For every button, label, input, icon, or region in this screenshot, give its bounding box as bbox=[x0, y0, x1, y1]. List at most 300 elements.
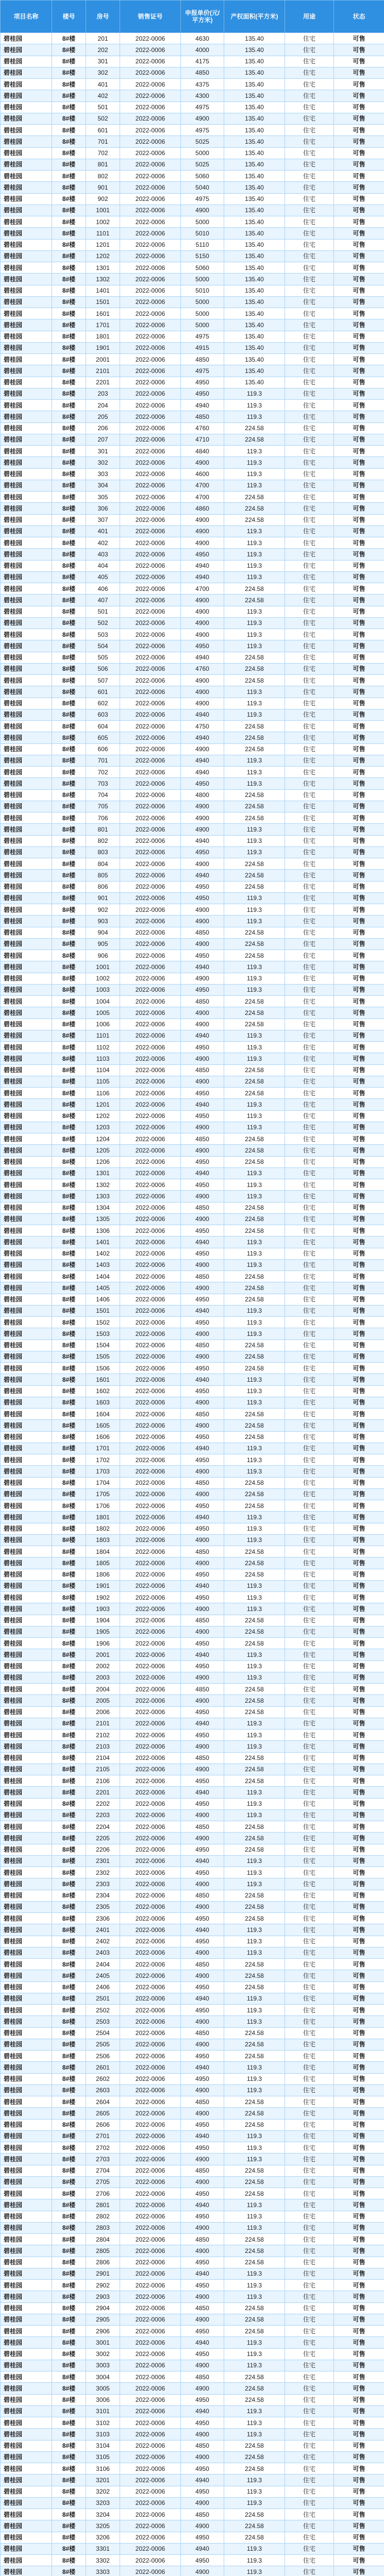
cell-area: 119.3 bbox=[224, 2566, 285, 2576]
cell-project: 碧桂园 bbox=[1, 2119, 52, 2130]
cell-building: 8#楼 bbox=[52, 1145, 86, 1156]
cell-permit: 2022-0006 bbox=[120, 2371, 181, 2383]
table-row bbox=[1, 274, 384, 285]
table-row bbox=[1, 1695, 384, 1706]
cell-room: 2805 bbox=[86, 2245, 120, 2257]
table-row bbox=[1, 526, 384, 537]
cell-usage: 住宅 bbox=[285, 824, 334, 835]
cell-status: 可售 bbox=[334, 1477, 384, 1488]
cell-building: 8#楼 bbox=[52, 2337, 86, 2348]
cell-building: 8#楼 bbox=[52, 1053, 86, 1064]
cell-usage: 住宅 bbox=[285, 2463, 334, 2475]
cell-building: 8#楼 bbox=[52, 388, 86, 399]
cell-room: 1306 bbox=[86, 1225, 120, 1236]
table-row bbox=[1, 319, 384, 331]
table-row bbox=[1, 1466, 384, 1477]
cell-area: 224.58 bbox=[224, 583, 285, 595]
cell-status: 可售 bbox=[334, 1110, 384, 1122]
table-row bbox=[1, 331, 384, 342]
table-row bbox=[1, 2348, 384, 2360]
cell-usage: 住宅 bbox=[285, 274, 334, 285]
cell-room: 1401 bbox=[86, 1236, 120, 1248]
cell-status: 可售 bbox=[334, 1798, 384, 1809]
cell-permit: 2022-0006 bbox=[120, 1638, 181, 1649]
cell-unit-price: 4900 bbox=[181, 1970, 224, 1981]
cell-usage: 住宅 bbox=[285, 1420, 334, 1431]
cell-status: 可售 bbox=[334, 205, 384, 216]
cell-permit: 2022-0006 bbox=[120, 858, 181, 870]
cell-status: 可售 bbox=[334, 2532, 384, 2543]
table-row bbox=[1, 2108, 384, 2119]
cell-unit-price: 4850 bbox=[181, 2440, 224, 2451]
cell-building: 8#楼 bbox=[52, 56, 86, 67]
cell-permit: 2022-0006 bbox=[120, 652, 181, 663]
cell-usage: 住宅 bbox=[285, 2280, 334, 2291]
cell-usage: 住宅 bbox=[285, 1752, 334, 1764]
cell-status: 可售 bbox=[334, 171, 384, 182]
cell-permit: 2022-0006 bbox=[120, 1626, 181, 1637]
table-row bbox=[1, 2222, 384, 2233]
cell-usage: 住宅 bbox=[285, 2314, 334, 2325]
cell-building: 8#楼 bbox=[52, 2142, 86, 2154]
cell-permit: 2022-0006 bbox=[120, 44, 181, 56]
cell-area: 119.3 bbox=[224, 686, 285, 698]
cell-building: 8#楼 bbox=[52, 1133, 86, 1145]
cell-status: 可售 bbox=[334, 1145, 384, 1156]
cell-building: 8#楼 bbox=[52, 1901, 86, 1912]
cell-status: 可售 bbox=[334, 1248, 384, 1259]
cell-unit-price: 4950 bbox=[181, 2394, 224, 2405]
table-row bbox=[1, 1259, 384, 1270]
table-row bbox=[1, 1878, 384, 1890]
table-row bbox=[1, 1798, 384, 1809]
table-row bbox=[1, 2084, 384, 2096]
cell-project: 碧桂园 bbox=[1, 1076, 52, 1087]
cell-permit: 2022-0006 bbox=[120, 938, 181, 950]
cell-permit: 2022-0006 bbox=[120, 2050, 181, 2062]
cell-status: 可售 bbox=[334, 2130, 384, 2142]
cell-permit: 2022-0006 bbox=[120, 1042, 181, 1053]
cell-building: 8#楼 bbox=[52, 2405, 86, 2417]
cell-status: 可售 bbox=[334, 881, 384, 892]
table-row bbox=[1, 2096, 384, 2108]
cell-room: 2306 bbox=[86, 1913, 120, 1924]
cell-usage: 住宅 bbox=[285, 457, 334, 468]
cell-status: 可售 bbox=[334, 1076, 384, 1087]
table-row bbox=[1, 1420, 384, 1431]
cell-room: 2401 bbox=[86, 1924, 120, 1936]
cell-permit: 2022-0006 bbox=[120, 101, 181, 113]
cell-project: 碧桂园 bbox=[1, 2211, 52, 2222]
cell-building: 8#楼 bbox=[52, 640, 86, 652]
cell-permit: 2022-0006 bbox=[120, 1328, 181, 1340]
cell-permit: 2022-0006 bbox=[120, 468, 181, 480]
cell-permit: 2022-0006 bbox=[120, 2486, 181, 2497]
table-row bbox=[1, 365, 384, 377]
cell-usage: 住宅 bbox=[285, 2417, 334, 2429]
cell-unit-price: 4850 bbox=[181, 2371, 224, 2383]
table-body bbox=[1, 33, 384, 2576]
cell-room: 3302 bbox=[86, 2555, 120, 2566]
table-row bbox=[1, 1225, 384, 1236]
cell-unit-price: 4900 bbox=[181, 1191, 224, 1202]
header-unit-price: 申报单价(元/平方米) bbox=[181, 1, 224, 33]
cell-usage: 住宅 bbox=[285, 1649, 334, 1660]
cell-building: 8#楼 bbox=[52, 904, 86, 916]
cell-project: 碧桂园 bbox=[1, 2520, 52, 2532]
cell-building: 8#楼 bbox=[52, 1271, 86, 1282]
cell-project: 碧桂园 bbox=[1, 422, 52, 434]
cell-usage: 住宅 bbox=[285, 2268, 334, 2279]
cell-project: 碧桂园 bbox=[1, 1466, 52, 1477]
cell-permit: 2022-0006 bbox=[120, 916, 181, 927]
table-row bbox=[1, 1133, 384, 1145]
cell-usage: 住宅 bbox=[285, 1282, 334, 1294]
cell-permit: 2022-0006 bbox=[120, 537, 181, 549]
cell-room: 702 bbox=[86, 147, 120, 159]
cell-project: 碧桂园 bbox=[1, 1156, 52, 1167]
cell-status: 可售 bbox=[334, 2108, 384, 2119]
cell-usage: 住宅 bbox=[285, 2257, 334, 2268]
cell-permit: 2022-0006 bbox=[120, 1488, 181, 1500]
cell-status: 可售 bbox=[334, 400, 384, 411]
cell-room: 806 bbox=[86, 881, 120, 892]
cell-status: 可售 bbox=[334, 56, 384, 67]
cell-project: 碧桂园 bbox=[1, 1294, 52, 1305]
cell-project: 碧桂园 bbox=[1, 1317, 52, 1328]
cell-project: 碧桂园 bbox=[1, 904, 52, 916]
cell-room: 205 bbox=[86, 411, 120, 422]
cell-area: 224.58 bbox=[224, 1420, 285, 1431]
cell-usage: 住宅 bbox=[285, 789, 334, 801]
cell-room: 2506 bbox=[86, 2050, 120, 2062]
cell-area: 224.58 bbox=[224, 652, 285, 663]
cell-area: 224.58 bbox=[224, 1821, 285, 1833]
cell-room: 1201 bbox=[86, 1099, 120, 1110]
cell-project: 碧桂园 bbox=[1, 1133, 52, 1145]
table-row bbox=[1, 2532, 384, 2543]
cell-area: 119.3 bbox=[224, 640, 285, 652]
cell-building: 8#楼 bbox=[52, 79, 86, 90]
cell-status: 可售 bbox=[334, 2119, 384, 2130]
cell-area: 119.3 bbox=[224, 1936, 285, 1947]
cell-room: 1902 bbox=[86, 1592, 120, 1603]
table-row bbox=[1, 2016, 384, 2027]
cell-status: 可售 bbox=[334, 1878, 384, 1890]
table-row bbox=[1, 1053, 384, 1064]
cell-area: 119.3 bbox=[224, 629, 285, 640]
cell-unit-price: 4950 bbox=[181, 892, 224, 904]
cell-room: 3006 bbox=[86, 2394, 120, 2405]
cell-usage: 住宅 bbox=[285, 961, 334, 973]
cell-room: 2504 bbox=[86, 2027, 120, 2039]
cell-room: 2703 bbox=[86, 2154, 120, 2165]
cell-room: 2101 bbox=[86, 1718, 120, 1729]
cell-project: 碧桂园 bbox=[1, 1431, 52, 1443]
cell-usage: 住宅 bbox=[285, 1890, 334, 1901]
cell-project: 碧桂园 bbox=[1, 1867, 52, 1878]
cell-unit-price: 4950 bbox=[181, 2555, 224, 2566]
cell-room: 2706 bbox=[86, 2188, 120, 2199]
cell-permit: 2022-0006 bbox=[120, 595, 181, 606]
cell-project: 碧桂园 bbox=[1, 2497, 52, 2509]
cell-usage: 住宅 bbox=[285, 846, 334, 858]
table-row bbox=[1, 640, 384, 652]
cell-room: 2002 bbox=[86, 1660, 120, 1672]
cell-project: 碧桂园 bbox=[1, 457, 52, 468]
cell-status: 可售 bbox=[334, 2405, 384, 2417]
cell-room: 1704 bbox=[86, 1477, 120, 1488]
cell-status: 可售 bbox=[334, 2555, 384, 2566]
cell-room: 507 bbox=[86, 675, 120, 686]
table-row bbox=[1, 686, 384, 698]
cell-status: 可售 bbox=[334, 1374, 384, 1385]
cell-room: 2802 bbox=[86, 2211, 120, 2222]
cell-usage: 住宅 bbox=[285, 1660, 334, 1672]
cell-area: 135.40 bbox=[224, 319, 285, 331]
table-row bbox=[1, 1718, 384, 1729]
cell-area: 224.58 bbox=[224, 721, 285, 732]
cell-room: 302 bbox=[86, 457, 120, 468]
cell-room: 2304 bbox=[86, 1890, 120, 1901]
table-row bbox=[1, 1890, 384, 1901]
cell-unit-price: 4900 bbox=[181, 2360, 224, 2371]
cell-permit: 2022-0006 bbox=[120, 1019, 181, 1030]
cell-usage: 住宅 bbox=[285, 2154, 334, 2165]
cell-project: 碧桂园 bbox=[1, 698, 52, 709]
cell-permit: 2022-0006 bbox=[120, 1672, 181, 1683]
cell-unit-price: 4900 bbox=[181, 801, 224, 812]
table-row bbox=[1, 377, 384, 388]
cell-unit-price: 4900 bbox=[181, 686, 224, 698]
cell-room: 3106 bbox=[86, 2463, 120, 2475]
cell-status: 可售 bbox=[334, 1901, 384, 1912]
cell-area: 224.58 bbox=[224, 1752, 285, 1764]
cell-room: 1203 bbox=[86, 1122, 120, 1133]
cell-area: 119.3 bbox=[224, 698, 285, 709]
cell-unit-price: 4900 bbox=[181, 1833, 224, 1844]
cell-unit-price: 4900 bbox=[181, 2108, 224, 2119]
cell-project: 碧桂园 bbox=[1, 537, 52, 549]
cell-room: 606 bbox=[86, 743, 120, 755]
cell-permit: 2022-0006 bbox=[120, 617, 181, 629]
cell-room: 1202 bbox=[86, 250, 120, 262]
cell-permit: 2022-0006 bbox=[120, 1213, 181, 1225]
cell-usage: 住宅 bbox=[285, 422, 334, 434]
cell-building: 8#楼 bbox=[52, 1580, 86, 1591]
cell-unit-price: 4900 bbox=[181, 2016, 224, 2027]
cell-room: 2406 bbox=[86, 1981, 120, 1993]
cell-permit: 2022-0006 bbox=[120, 1718, 181, 1729]
cell-building: 8#楼 bbox=[52, 1248, 86, 1259]
cell-project: 碧桂园 bbox=[1, 1259, 52, 1270]
cell-project: 碧桂园 bbox=[1, 113, 52, 124]
cell-building: 8#楼 bbox=[52, 1603, 86, 1615]
cell-permit: 2022-0006 bbox=[120, 1970, 181, 1981]
cell-unit-price: 4940 bbox=[181, 1787, 224, 1798]
cell-status: 可售 bbox=[334, 1821, 384, 1833]
cell-area: 119.3 bbox=[224, 457, 285, 468]
cell-room: 1302 bbox=[86, 1179, 120, 1191]
cell-permit: 2022-0006 bbox=[120, 147, 181, 159]
cell-unit-price: 4900 bbox=[181, 514, 224, 526]
cell-project: 碧桂园 bbox=[1, 400, 52, 411]
cell-unit-price: 4940 bbox=[181, 2199, 224, 2211]
cell-permit: 2022-0006 bbox=[120, 1133, 181, 1145]
cell-room: 501 bbox=[86, 606, 120, 617]
cell-usage: 住宅 bbox=[285, 1431, 334, 1443]
cell-building: 8#楼 bbox=[52, 2165, 86, 2176]
cell-area: 224.58 bbox=[224, 801, 285, 812]
cell-project: 碧桂园 bbox=[1, 996, 52, 1007]
cell-project: 碧桂园 bbox=[1, 1798, 52, 1809]
cell-unit-price: 4900 bbox=[181, 1076, 224, 1087]
cell-building: 8#楼 bbox=[52, 1981, 86, 1993]
cell-project: 碧桂园 bbox=[1, 1099, 52, 1110]
cell-status: 可售 bbox=[334, 319, 384, 331]
cell-permit: 2022-0006 bbox=[120, 319, 181, 331]
cell-room: 1502 bbox=[86, 1317, 120, 1328]
cell-building: 8#楼 bbox=[52, 1328, 86, 1340]
cell-area: 119.3 bbox=[224, 480, 285, 491]
cell-building: 8#楼 bbox=[52, 1557, 86, 1569]
cell-usage: 住宅 bbox=[285, 1798, 334, 1809]
cell-permit: 2022-0006 bbox=[120, 640, 181, 652]
cell-unit-price: 4950 bbox=[181, 984, 224, 995]
cell-area: 119.3 bbox=[224, 1385, 285, 1397]
cell-building: 8#楼 bbox=[52, 1179, 86, 1191]
cell-project: 碧桂园 bbox=[1, 640, 52, 652]
cell-room: 2905 bbox=[86, 2314, 120, 2325]
cell-room: 1404 bbox=[86, 1271, 120, 1282]
cell-usage: 住宅 bbox=[285, 698, 334, 709]
cell-usage: 住宅 bbox=[285, 571, 334, 583]
cell-room: 2102 bbox=[86, 1730, 120, 1741]
cell-project: 碧桂园 bbox=[1, 1649, 52, 1660]
cell-usage: 住宅 bbox=[285, 262, 334, 274]
cell-area: 224.58 bbox=[224, 1775, 285, 1787]
cell-project: 碧桂园 bbox=[1, 2084, 52, 2096]
table-row bbox=[1, 1844, 384, 1855]
cell-room: 1205 bbox=[86, 1145, 120, 1156]
cell-room: 1201 bbox=[86, 239, 120, 250]
cell-area: 224.58 bbox=[224, 1064, 285, 1076]
cell-status: 可售 bbox=[334, 549, 384, 560]
cell-building: 8#楼 bbox=[52, 2234, 86, 2245]
cell-usage: 住宅 bbox=[285, 377, 334, 388]
cell-area: 224.58 bbox=[224, 1615, 285, 1626]
cell-area: 119.3 bbox=[224, 1741, 285, 1752]
cell-permit: 2022-0006 bbox=[120, 663, 181, 674]
cell-room: 2201 bbox=[86, 377, 120, 388]
cell-area: 119.3 bbox=[224, 767, 285, 778]
table-row bbox=[1, 1019, 384, 1030]
cell-building: 8#楼 bbox=[52, 2211, 86, 2222]
cell-unit-price: 4950 bbox=[181, 778, 224, 789]
cell-unit-price: 4950 bbox=[181, 640, 224, 652]
table-row bbox=[1, 1833, 384, 1844]
cell-usage: 住宅 bbox=[285, 1993, 334, 2004]
cell-unit-price: 4950 bbox=[181, 2073, 224, 2084]
cell-usage: 住宅 bbox=[285, 285, 334, 296]
table-row bbox=[1, 904, 384, 916]
cell-permit: 2022-0006 bbox=[120, 503, 181, 514]
cell-status: 可售 bbox=[334, 973, 384, 984]
cell-permit: 2022-0006 bbox=[120, 721, 181, 732]
cell-building: 8#楼 bbox=[52, 1076, 86, 1087]
table-row bbox=[1, 2211, 384, 2222]
cell-status: 可售 bbox=[334, 1730, 384, 1741]
cell-unit-price: 4175 bbox=[181, 56, 224, 67]
cell-building: 8#楼 bbox=[52, 892, 86, 904]
cell-unit-price: 4900 bbox=[181, 858, 224, 870]
cell-room: 401 bbox=[86, 79, 120, 90]
cell-project: 碧桂园 bbox=[1, 125, 52, 136]
cell-usage: 住宅 bbox=[285, 2108, 334, 2119]
cell-room: 404 bbox=[86, 560, 120, 571]
cell-building: 8#楼 bbox=[52, 228, 86, 239]
cell-permit: 2022-0006 bbox=[120, 354, 181, 365]
cell-building: 8#楼 bbox=[52, 90, 86, 101]
cell-status: 可售 bbox=[334, 950, 384, 961]
cell-area: 119.3 bbox=[224, 1798, 285, 1809]
cell-room: 2104 bbox=[86, 1752, 120, 1764]
cell-project: 碧桂园 bbox=[1, 916, 52, 927]
cell-status: 可售 bbox=[334, 1225, 384, 1236]
cell-status: 可售 bbox=[334, 388, 384, 399]
cell-usage: 住宅 bbox=[285, 1488, 334, 1500]
cell-building: 8#楼 bbox=[52, 2497, 86, 2509]
cell-building: 8#楼 bbox=[52, 1706, 86, 1718]
cell-status: 可售 bbox=[334, 1936, 384, 1947]
cell-project: 碧桂园 bbox=[1, 2268, 52, 2279]
cell-unit-price: 4850 bbox=[181, 1340, 224, 1351]
cell-area: 119.3 bbox=[224, 2497, 285, 2509]
cell-permit: 2022-0006 bbox=[120, 1397, 181, 1408]
cell-area: 119.3 bbox=[224, 1867, 285, 1878]
cell-area: 224.58 bbox=[224, 1351, 285, 1362]
cell-permit: 2022-0006 bbox=[120, 2039, 181, 2050]
cell-permit: 2022-0006 bbox=[120, 411, 181, 422]
cell-permit: 2022-0006 bbox=[120, 342, 181, 353]
cell-building: 8#楼 bbox=[52, 1855, 86, 1867]
header-building: 楼号 bbox=[52, 1, 86, 33]
cell-project: 碧桂园 bbox=[1, 1167, 52, 1179]
cell-project: 碧桂园 bbox=[1, 365, 52, 377]
cell-unit-price: 4950 bbox=[181, 1500, 224, 1512]
cell-status: 可售 bbox=[334, 1592, 384, 1603]
cell-project: 碧桂园 bbox=[1, 1775, 52, 1787]
cell-building: 8#楼 bbox=[52, 1684, 86, 1695]
cell-unit-price: 4940 bbox=[181, 870, 224, 881]
cell-permit: 2022-0006 bbox=[120, 801, 181, 812]
cell-building: 8#楼 bbox=[52, 2130, 86, 2142]
cell-permit: 2022-0006 bbox=[120, 1122, 181, 1133]
cell-project: 碧桂园 bbox=[1, 159, 52, 170]
cell-status: 可售 bbox=[334, 1042, 384, 1053]
cell-usage: 住宅 bbox=[285, 159, 334, 170]
cell-usage: 住宅 bbox=[285, 308, 334, 319]
cell-room: 705 bbox=[86, 801, 120, 812]
cell-status: 可售 bbox=[334, 2027, 384, 2039]
cell-status: 可售 bbox=[334, 870, 384, 881]
cell-building: 8#楼 bbox=[52, 2475, 86, 2486]
cell-area: 224.58 bbox=[224, 2302, 285, 2314]
cell-status: 可售 bbox=[334, 801, 384, 812]
cell-room: 407 bbox=[86, 595, 120, 606]
cell-unit-price: 4950 bbox=[181, 1088, 224, 1099]
cell-unit-price: 4900 bbox=[181, 1053, 224, 1064]
